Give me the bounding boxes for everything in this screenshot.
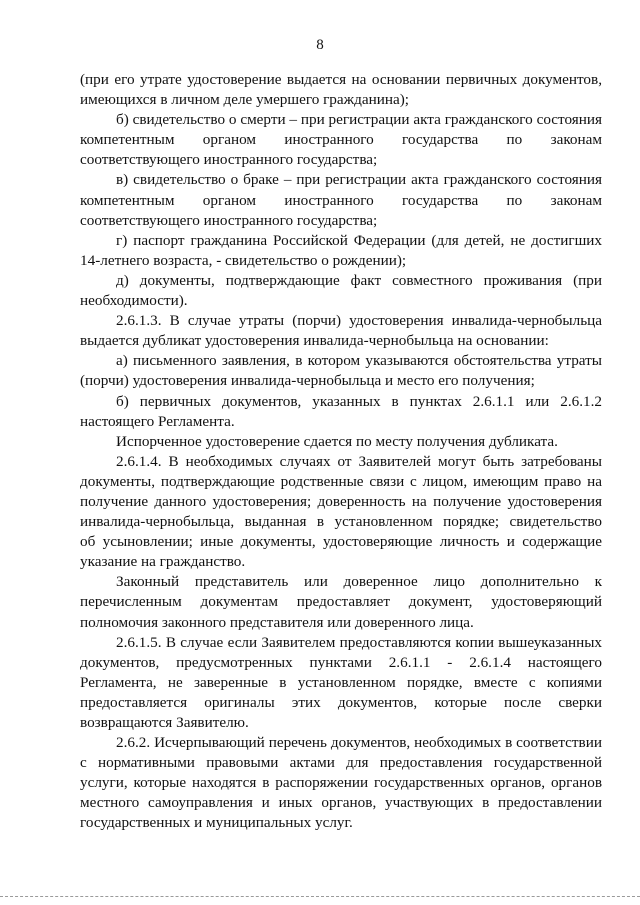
paragraph-passport: г) паспорт гражданина Российской Федерации (для детей, не достигших 14-летнего возраста, - свидетельство о рождении); [80, 231, 602, 269]
document-body [80, 70, 602, 834]
paragraph-2-6-1-3: 2.6.1.3. В случае утраты (порчи) удостоверения инвалида-чернобыльца выдается дубликат удостоверения инвалида-чернобыльца на основании: [80, 312, 602, 350]
paragraph-primary-documents: б) первичных документов, указанных в пунктах 2.6.1.1 или 2.6.1.2 настоящего Регламента. [80, 392, 602, 430]
paragraph-2-6-2: 2.6.2. Исчерпывающий перечень документов, необходимых в соответствии с нормативными правовыми актами для предоставления государственной услуги, которые находятся в распоряжении государственных органов, органов местного самоуправления и иных органов, участвующих в предоставлении государственных и муниципальных услуг. [80, 734, 602, 832]
page-number: 8 [316, 37, 324, 53]
paragraph-2-6-1-5: 2.6.1.5. В случае если Заявителем предоставляются копии вышеуказанных документов, предусмотренных пунктами 2.6.1.1 - 2.6.1.4 настоящего Регламента, не заверенные в установленном порядке, вместе с копиями предоставляется оригиналы этих документов, которые после сверки возвращаются Заявителю. [80, 633, 602, 731]
paragraph-cohabitation-documents: д) документы, подтверждающие факт совместного проживания (при необходимости). [80, 271, 602, 310]
paragraph-marriage-certificate: в) свидетельство о браке – при регистрации акта гражданского состояния компетентным органом иностранного государства по законам соответствующего иностранного государства; [80, 171, 602, 229]
paragraph-death-certificate: б) свидетельство о смерти – при регистрации акта гражданского состояния компетентным органом иностранного государства по законам соответствующего иностранного государства; [80, 111, 602, 169]
scan-bottom-edge [0, 896, 640, 897]
paragraph-2-6-1-4: 2.6.1.4. В необходимых случаях от Заявителей могут быть затребованы документы, подтверждающие родственные связи с лицом, имеющим право на получение данного удостоверения; доверенность на получение удостоверения инвалида-чернобыльца, выданная в установленном порядке; свидетельство [80, 452, 602, 531]
paragraph-continuation: (при его утрате удостоверение выдается на основании первичных документов, имеющихся в личном деле умершего гражданина); [80, 71, 602, 109]
paragraph-written-application: а) письменного заявления, в котором указываются обстоятельства утраты (порчи) удостоверения инвалида-чернобыльца и место его получения; [80, 352, 602, 390]
paragraph-legal-representative: Законный представитель или доверенное лицо дополнительно к перечисленным документам предоставляет документ, удостоверяющий полномочия законного представителя или доверенного лица. [80, 573, 602, 631]
paragraph-adoption: об усыновлении; иные документы, удостоверяющие личность и содержащие указание на гражданство. [80, 533, 602, 571]
paragraph-damaged-certificate: Испорченное удостоверение сдается по месту получения дубликата. [116, 432, 558, 450]
